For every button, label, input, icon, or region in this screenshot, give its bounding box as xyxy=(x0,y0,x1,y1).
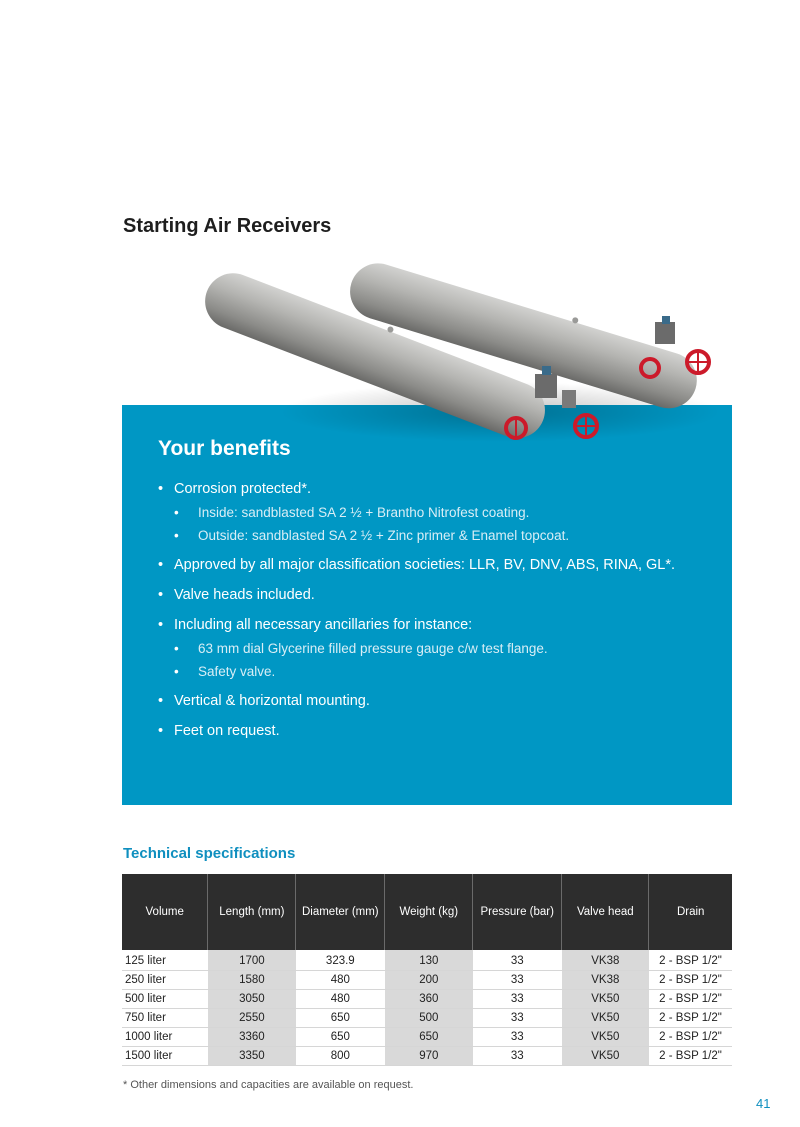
benefits-list xyxy=(156,479,716,742)
table-cell: 33 xyxy=(473,950,562,971)
table-cell: 970 xyxy=(385,1047,473,1066)
column-header: Drain xyxy=(649,874,732,950)
benefit-subitem: • Inside: sandblasted SA 2 ½ + Brantho Nitrofest coating. xyxy=(156,503,716,523)
table-row xyxy=(122,950,732,971)
benefit-item: • Vertical & horizontal mounting. xyxy=(156,691,716,712)
table-cell: 480 xyxy=(296,971,385,990)
table-cell: 1580 xyxy=(208,971,296,990)
table-cell: 3050 xyxy=(208,990,296,1009)
table-cell: 650 xyxy=(296,1028,385,1047)
benefit-item: • Feet on request. xyxy=(156,721,716,742)
table-cell: 1000 liter xyxy=(122,1028,208,1047)
column-header: Volume xyxy=(122,874,208,950)
table-cell: 3360 xyxy=(208,1028,296,1047)
benefit-subitem: • Safety valve. xyxy=(156,662,716,682)
table-cell: 2 - BSP 1/2" xyxy=(649,971,732,990)
table-row xyxy=(122,990,732,1009)
table-cell: 2 - BSP 1/2" xyxy=(649,950,732,971)
column-header: Valve head xyxy=(562,874,649,950)
table-cell: 125 liter xyxy=(122,950,208,971)
table-row xyxy=(122,1047,732,1066)
table-cell: 33 xyxy=(473,990,562,1009)
table-cell: VK50 xyxy=(562,1028,649,1047)
table-row xyxy=(122,971,732,990)
table-cell: 1500 liter xyxy=(122,1047,208,1066)
table-cell: 250 liter xyxy=(122,971,208,990)
table-cell: 3350 xyxy=(208,1047,296,1066)
column-header: Length (mm) xyxy=(208,874,296,950)
spec-table xyxy=(122,874,732,1066)
table-cell: 33 xyxy=(473,1009,562,1028)
table-cell: VK50 xyxy=(562,1047,649,1066)
page-title: Starting Air Receivers xyxy=(123,215,332,237)
benefit-item: • Including all necessary ancillaries for instance: xyxy=(156,615,716,636)
footnote: * Other dimensions and capacities are available on request. xyxy=(123,1079,414,1091)
benefit-item: • Valve heads included. xyxy=(156,585,716,606)
spec-heading: Technical specifications xyxy=(123,845,296,862)
page-number: 41 xyxy=(756,1096,771,1111)
column-header: Weight (kg) xyxy=(385,874,473,950)
table-cell: 323.9 xyxy=(296,950,385,971)
benefits-heading: Your benefits xyxy=(158,437,291,460)
table-cell: 2 - BSP 1/2" xyxy=(649,1009,732,1028)
table-cell: 33 xyxy=(473,1047,562,1066)
spec-body xyxy=(122,950,732,1066)
column-header: Diameter (mm) xyxy=(296,874,385,950)
table-cell: 2 - BSP 1/2" xyxy=(649,1047,732,1066)
benefit-item: • Approved by all major classification societies: LLR, BV, DNV, ABS, RINA, GL*. xyxy=(156,555,716,576)
table-cell: 500 liter xyxy=(122,990,208,1009)
table-cell: 2550 xyxy=(208,1009,296,1028)
spec-header-row xyxy=(122,874,732,950)
benefit-subitem: • Outside: sandblasted SA 2 ½ + Zinc primer & Enamel topcoat. xyxy=(156,526,716,546)
table-cell: 480 xyxy=(296,990,385,1009)
benefit-item: • Corrosion protected*. xyxy=(156,479,716,500)
table-cell: 2 - BSP 1/2" xyxy=(649,990,732,1009)
table-cell: 360 xyxy=(385,990,473,1009)
table-cell: 200 xyxy=(385,971,473,990)
table-cell: 650 xyxy=(385,1028,473,1047)
table-cell: 1700 xyxy=(208,950,296,971)
table-cell: 130 xyxy=(385,950,473,971)
table-row xyxy=(122,1028,732,1047)
table-cell: 33 xyxy=(473,1028,562,1047)
table-cell: 500 xyxy=(385,1009,473,1028)
table-cell: 650 xyxy=(296,1009,385,1028)
table-cell: VK50 xyxy=(562,990,649,1009)
table-cell: 2 - BSP 1/2" xyxy=(649,1028,732,1047)
column-header: Pressure (bar) xyxy=(473,874,562,950)
table-cell: VK38 xyxy=(562,950,649,971)
benefit-subitem: • 63 mm dial Glycerine filled pressure gauge c/w test flange. xyxy=(156,639,716,659)
air-receiver-tanks-image xyxy=(200,262,720,472)
table-cell: VK38 xyxy=(562,971,649,990)
table-cell: 750 liter xyxy=(122,1009,208,1028)
table-cell: 33 xyxy=(473,971,562,990)
table-cell: VK50 xyxy=(562,1009,649,1028)
table-row xyxy=(122,1009,732,1028)
table-cell: 800 xyxy=(296,1047,385,1066)
